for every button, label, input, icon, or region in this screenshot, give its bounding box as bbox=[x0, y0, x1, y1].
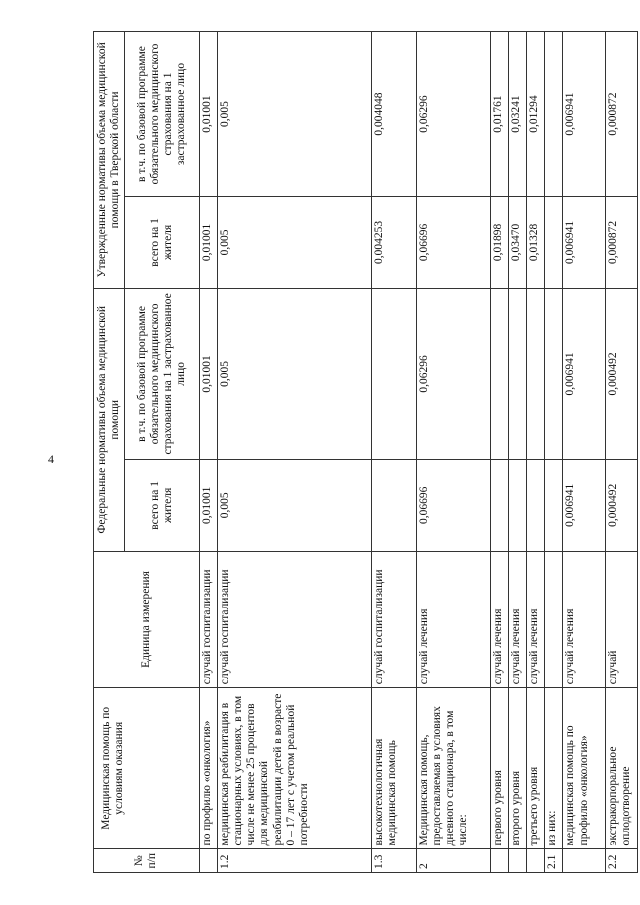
row-fed-total: 0,005 bbox=[217, 459, 371, 551]
row-fed-total: 0,01001 bbox=[199, 459, 217, 551]
row-reg-oms bbox=[545, 32, 563, 197]
header-type: Медицинская помощь по условиям оказания bbox=[94, 688, 200, 849]
row-no bbox=[527, 849, 545, 873]
row-unit: случай лечения bbox=[563, 551, 606, 687]
row-reg-oms: 0,000872 bbox=[606, 32, 638, 197]
table-row bbox=[606, 32, 638, 873]
table-row bbox=[563, 32, 606, 873]
row-no bbox=[491, 849, 509, 873]
row-fed-oms bbox=[491, 288, 509, 459]
row-reg-oms: 0,03241 bbox=[509, 32, 527, 197]
row-type: Медицинская помощь, предоставляемая в условиях дневного стационара, в том числе: bbox=[416, 688, 490, 849]
row-unit: случай лечения bbox=[416, 551, 490, 687]
row-no bbox=[199, 849, 217, 873]
norms-table bbox=[93, 31, 638, 873]
row-unit: случай лечения bbox=[509, 551, 527, 687]
table-row bbox=[509, 32, 527, 873]
header-no: № п/п bbox=[94, 849, 200, 873]
table-row bbox=[545, 32, 563, 873]
row-no bbox=[509, 849, 527, 873]
row-no: 2.2 bbox=[606, 849, 638, 873]
row-type: экстракорпоральное оплодотворение bbox=[606, 688, 638, 849]
row-unit bbox=[545, 551, 563, 687]
row-reg-total: 0,01898 bbox=[491, 197, 509, 289]
row-reg-oms: 0,006941 bbox=[563, 32, 606, 197]
row-fed-oms: 0,006941 bbox=[563, 288, 606, 459]
row-reg-total: 0,006941 bbox=[563, 197, 606, 289]
table-row bbox=[527, 32, 545, 873]
row-fed-oms: 0,06296 bbox=[416, 288, 490, 459]
row-reg-total: 0,01328 bbox=[527, 197, 545, 289]
row-no: 2.1 bbox=[545, 849, 563, 873]
row-reg-total: 0,03470 bbox=[509, 197, 527, 289]
row-reg-oms: 0,06296 bbox=[416, 32, 490, 197]
page-number: 4 bbox=[48, 452, 54, 466]
row-type: медицинская помощь по профилю «онкология» bbox=[563, 688, 606, 849]
table-row bbox=[217, 32, 371, 873]
row-fed-oms: 0,01001 bbox=[199, 288, 217, 459]
row-reg-oms: 0,01294 bbox=[527, 32, 545, 197]
header-unit: Единица измерения bbox=[94, 551, 200, 687]
row-reg-total: 0,06696 bbox=[416, 197, 490, 289]
row-reg-oms: 0,005 bbox=[217, 32, 371, 197]
row-no bbox=[563, 849, 606, 873]
header-reg-per-capita: всего на 1 жителя bbox=[125, 197, 199, 289]
row-fed-oms bbox=[545, 288, 563, 459]
row-no: 1.2 bbox=[217, 849, 371, 873]
row-reg-total: 0,005 bbox=[217, 197, 371, 289]
table-row bbox=[199, 32, 217, 873]
row-unit: случай bbox=[606, 551, 638, 687]
row-fed-total: 0,000492 bbox=[606, 459, 638, 551]
row-reg-oms: 0,01001 bbox=[199, 32, 217, 197]
row-unit: случай лечения bbox=[527, 551, 545, 687]
row-no: 2 bbox=[416, 849, 490, 873]
row-reg-total: 0,01001 bbox=[199, 197, 217, 289]
row-type: первого уровня bbox=[491, 688, 509, 849]
row-unit: случай госпитализации bbox=[217, 551, 371, 687]
row-reg-oms: 0,01761 bbox=[491, 32, 509, 197]
table-row bbox=[491, 32, 509, 873]
row-no: 1.3 bbox=[372, 849, 417, 873]
row-fed-oms bbox=[527, 288, 545, 459]
row-fed-total bbox=[491, 459, 509, 551]
row-unit: случай лечения bbox=[491, 551, 509, 687]
row-reg-total: 0,000872 bbox=[606, 197, 638, 289]
row-type: из них: bbox=[545, 688, 563, 849]
row-fed-oms: 0,000492 bbox=[606, 288, 638, 459]
row-type: высокотехнологичная медицинская помощь bbox=[372, 688, 417, 849]
row-fed-oms bbox=[509, 288, 527, 459]
row-fed-total bbox=[527, 459, 545, 551]
row-reg-oms: 0,004048 bbox=[372, 32, 417, 197]
row-type: второго уровня bbox=[509, 688, 527, 849]
row-fed-total: 0,06696 bbox=[416, 459, 490, 551]
row-fed-total bbox=[509, 459, 527, 551]
row-type: третьего уровня bbox=[527, 688, 545, 849]
row-fed-total: 0,006941 bbox=[563, 459, 606, 551]
header-reg-per-insured: в т.ч. по базовой программе обязательного медицинского страхования на 1 застрахованное лицо bbox=[125, 32, 199, 197]
row-unit: случай госпитализации bbox=[372, 551, 417, 687]
header-regional-group: Утвержденные нормативы объема медицинской помощи в Тверской области bbox=[94, 32, 125, 289]
row-fed-oms bbox=[372, 288, 417, 459]
table-row bbox=[416, 32, 490, 873]
header-fed-per-capita: всего на 1 жителя bbox=[125, 459, 199, 551]
row-reg-total bbox=[545, 197, 563, 289]
row-type: по профилю «онкология» bbox=[199, 688, 217, 849]
header-federal-group: Федеральные нормативы объема медицинской помощи bbox=[94, 288, 125, 551]
header-fed-per-insured: в т.ч. по базовой программе обязательного медицинского страхования на 1 застрахованное лицо bbox=[125, 288, 199, 459]
row-fed-total bbox=[545, 459, 563, 551]
header-row-1 bbox=[94, 32, 125, 873]
table-row bbox=[372, 32, 417, 873]
row-unit: случай госпитализации bbox=[199, 551, 217, 687]
row-type: медицинская реабилитация в стационарных условиях, в том числе не менее 25 процентов для медицинской реабилитации детей в возрасте 0 – 17 лет с учетом реальной потребности bbox=[217, 688, 371, 849]
row-fed-oms: 0,005 bbox=[217, 288, 371, 459]
rotated-table-container bbox=[93, 31, 638, 873]
row-fed-total bbox=[372, 459, 417, 551]
row-reg-total: 0,004253 bbox=[372, 197, 417, 289]
